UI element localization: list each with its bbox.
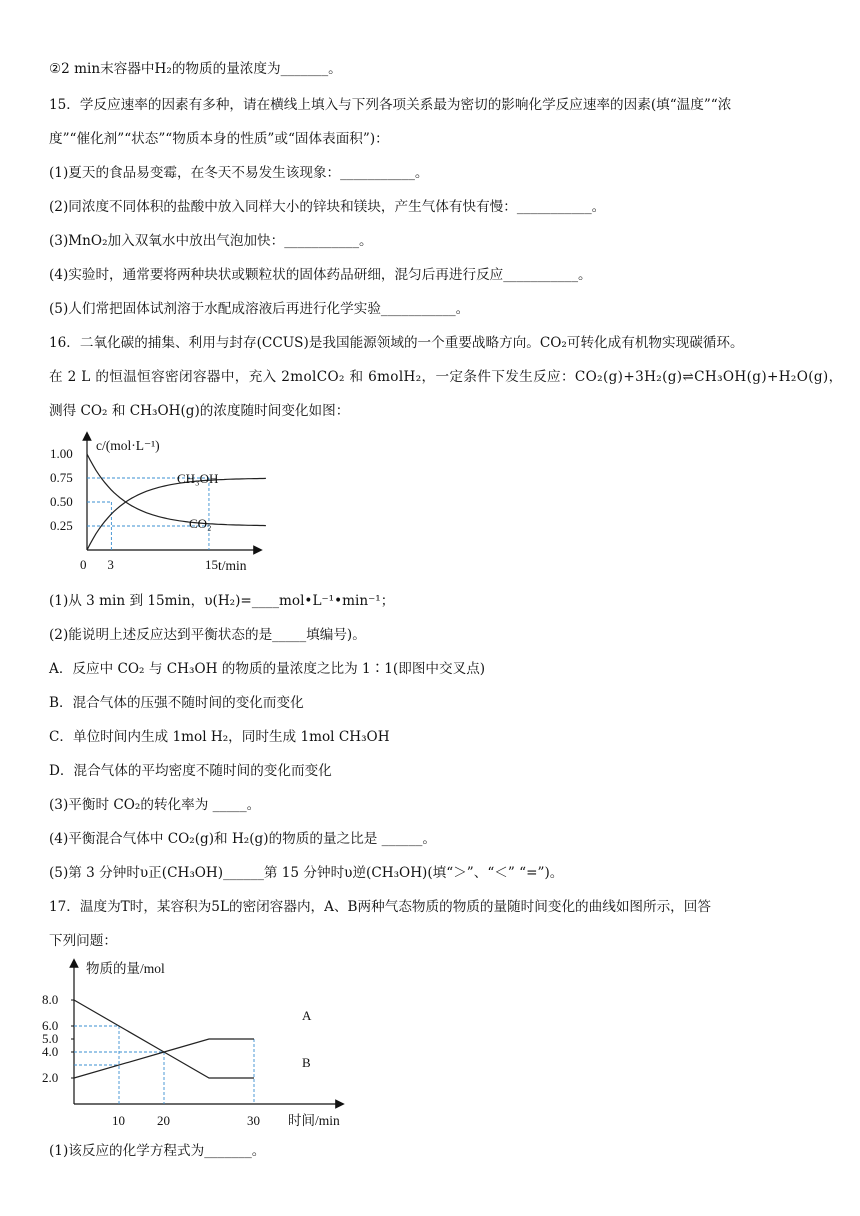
q16-option-d: D．混合气体的平均密度不随时间的变化而变化 [49, 763, 332, 779]
c2-ylabel: 物质的量/mol [86, 961, 165, 976]
concentration-chart [40, 430, 270, 580]
q16-stem-3: 测得 CO₂ 和 CH₃OH(g)的浓度随时间变化如图： [49, 403, 350, 419]
q15-stem-1: 15．学反应速率的因素有多种，请在横线上填入与下列各项关系最为密切的影响化学反应速率的因素(填“温度”“浓 [49, 97, 732, 113]
c1-ytick-label: 1.00 [50, 446, 73, 461]
c1-xlabel: t/min [218, 558, 247, 573]
q16-part-3: (3)平衡时 CO₂的转化率为 _____。 [49, 797, 261, 813]
c2-xtick-label: 20 [157, 1113, 170, 1128]
q16-part-4: (4)平衡混合气体中 CO₂(g)和 H₂(g)的物质的量之比是 ______。 [49, 831, 437, 847]
q15-item-1: (1)夏天的食品易变霉，在冬天不易发生该现象：___________。 [49, 165, 429, 181]
q16-part-1: (1)从 3 min 到 15min，υ(H₂)=____mol•L⁻¹•min⁻¹； [49, 593, 395, 609]
series-co2-line [87, 454, 266, 526]
c1-ylabel: c/(mol·L⁻¹) [96, 438, 160, 453]
c2-series-label-b: B [302, 1055, 311, 1070]
q15-stem-2: 度”“催化剂”“状态”“物质本身的性质”或“固体表面积”)： [49, 131, 389, 147]
q16-option-c: C．单位时间内生成 1mol H₂，同时生成 1mol CH₃OH [49, 729, 390, 745]
series-ch3oh-line [87, 478, 266, 550]
q15-item-2: (2)同浓度不同体积的盐酸中放入同样大小的锌块和镁块，产生气体有快有慢：___________。 [49, 199, 606, 215]
q17-part-1: (1)该反应的化学方程式为_______。 [49, 1143, 266, 1159]
c1-xtick-label: 3 [107, 557, 114, 572]
c2-ytick-label: 2.0 [42, 1070, 59, 1085]
q15-item-5: (5)人们常把固体试剂溶于水配成溶液后再进行化学实验___________。 [49, 301, 470, 317]
amount-chart [40, 955, 360, 1135]
c1-xtick-label: 15 [204, 557, 218, 572]
c2-ytick-label: 5.0 [42, 1031, 59, 1046]
c1-ytick-label: 0.75 [50, 470, 73, 485]
c1-series-label-co2: CO₂ [189, 516, 212, 531]
q16-option-b: B．混合气体的压强不随时间的变化而变化 [49, 695, 304, 711]
c2-ytick-label: 8.0 [42, 992, 59, 1007]
c2-series-label-a: A [302, 1008, 312, 1023]
q16-part-5: (5)第 3 分钟时υ正(CH₃OH)______第 15 分钟时υ逆(CH₃OH)(填“＞”、“＜” “=”)。 [49, 865, 564, 881]
q14-line-2: ②2 min末容器中H₂的物质的量浓度为_______。 [49, 61, 342, 77]
c1-series-label-ch3oh: CH₃OH [177, 471, 219, 486]
q16-stem-2: 在 2 L 的恒温恒容密闭容器中，充入 2molCO₂ 和 6molH₂，一定条件下发生反应：CO₂(g)+3H₂(g)⇌CH₃OH(g)+H₂O(g)， [49, 369, 843, 385]
q16-stem-1: 16．二氧化碳的捕集、利用与封存(CCUS)是我国能源领域的一个重要战略方向。CO₂可转化成有机物实现碳循环。 [49, 335, 744, 351]
q16-option-a: A．反应中 CO₂ 与 CH₃OH 的物质的量浓度之比为 1∶1(即图中交叉点) [49, 661, 486, 677]
q17-stem-1: 17．温度为T时，某容积为5L的密闭容器内，A、B两种气态物质的物质的量随时间变化的曲线如图所示，回答 [49, 899, 711, 915]
c2-xtick-label: 10 [112, 1113, 125, 1128]
c1-ytick-label: 0.50 [50, 494, 73, 509]
c2-ytick-label: 6.0 [42, 1018, 59, 1033]
q16-part-2: (2)能说明上述反应达到平衡状态的是_____填编号)。 [49, 627, 366, 643]
c1-xtick-label: 0 [80, 557, 87, 572]
c2-ytick-label: 4.0 [42, 1044, 59, 1059]
q15-item-4: (4)实验时，通常要将两种块状或颗粒状的固体药品研细，混匀后再进行反应___________。 [49, 267, 592, 283]
c1-ytick-label: 0.25 [50, 518, 73, 533]
q17-stem-2: 下列问题： [49, 933, 117, 949]
q15-item-3: (3)MnO₂加入双氧水中放出气泡加快：___________。 [49, 233, 373, 249]
c2-xlabel: 时间/min [288, 1113, 340, 1128]
c2-xtick-label: 30 [247, 1113, 260, 1128]
